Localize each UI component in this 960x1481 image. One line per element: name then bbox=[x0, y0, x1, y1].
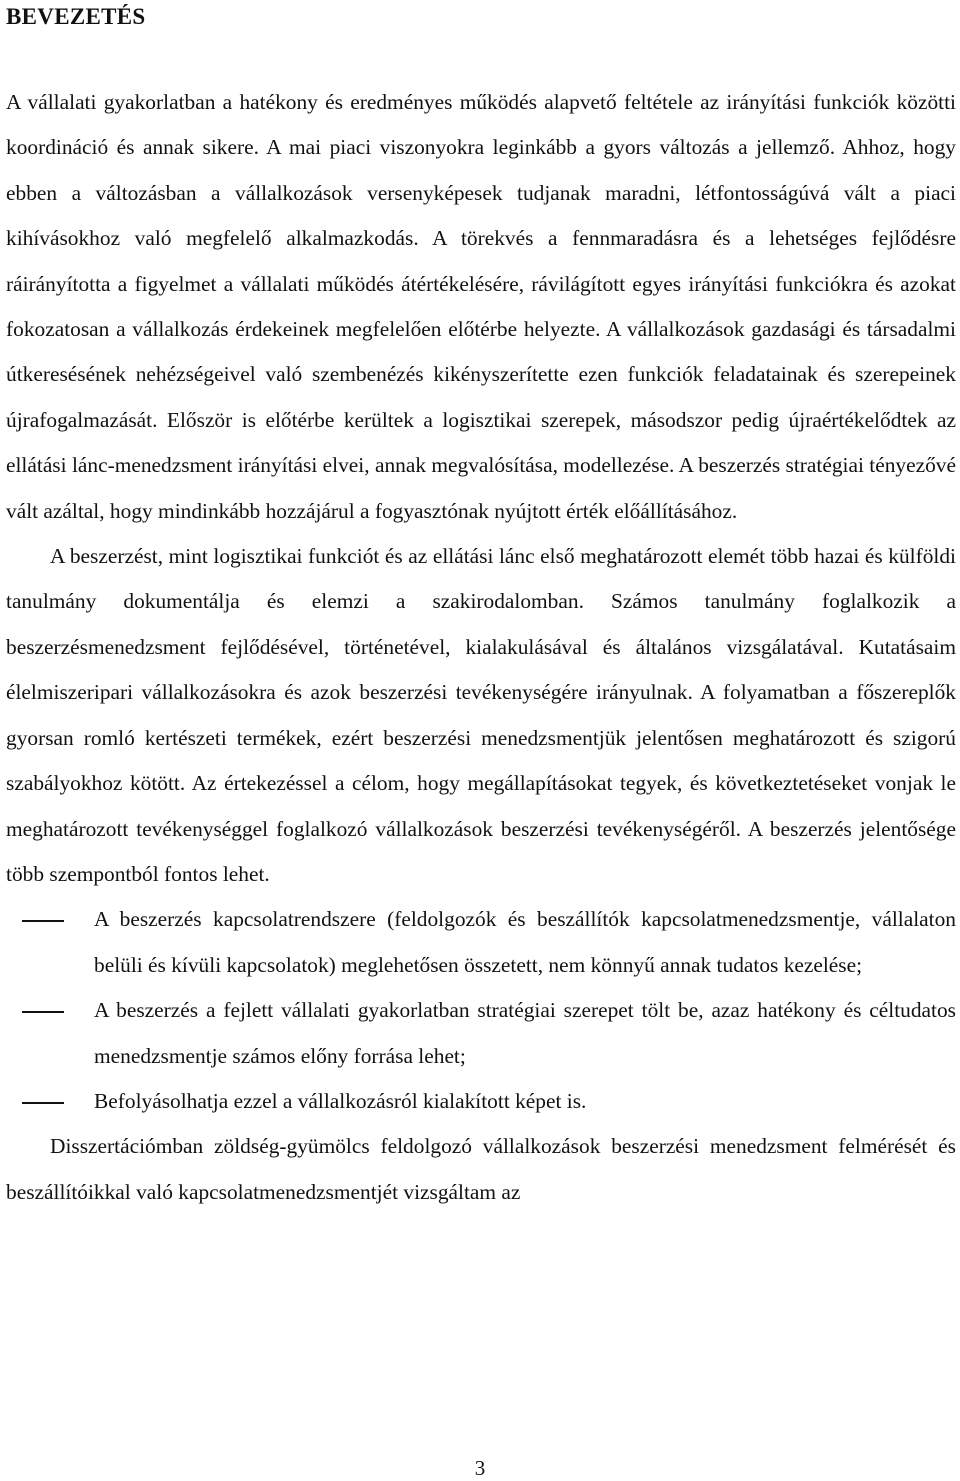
list-item-text: A beszerzés a fejlett vállalati gyakorlatban stratégiai szerepet tölt be, azaz hatékony és céltudatos menedzsmentje számos előny forrása lehet; bbox=[94, 998, 956, 1068]
paragraph-closing: Disszertációmban zöldség-gyümölcs feldolgozó vállalkozások beszerzési menedzsment felmérését és beszállítóikkal való kapcsolatmenedzsmentjét vizsgáltam az bbox=[6, 1134, 956, 1204]
bullet-list bbox=[6, 897, 956, 1124]
list-item bbox=[6, 897, 956, 988]
paragraph-intro: A vállalati gyakorlatban a hatékony és eredményes működés alapvető feltétele az irányítási funkciók közötti koordináció és annak sikere. A mai piaci viszonyokra leginkább a gyors változás a jellemző. Ahhoz, hogy ebben a változásban a vállalkozások versenyképesek tudjanak maradni, létfontosságúvá vált a piaci kihívásokhoz való megfelelő alkalmazkodás. A törekvés a fennmaradásra és a lehetséges fejlődésre ráirányította a figyelmet a vállalati működés átértékelésére, rávilágított egyes irányítási funkciókra és azokat fokozatosan a vállalkozás érdekeinek megfelelően előtérbe helyezte. A vállalkozások gazdasági és társadalmi útkeresésének nehézségeivel való szembenézés kikényszerítette ezen funkciók feladatainak és szerepeinek újrafogalmazását. Először is előtérbe kerültek a logisztikai szerepek, másodszor pedig újraértékelődtek az ellátási lánc-menedzsment irányítási elvei, annak megvalósítása, modellezése. A beszerzés stratégiai tényezővé vált azáltal, hogy mindinkább hozzájárul a fogyasztónak nyújtott érték előállításához. bbox=[6, 90, 956, 523]
body-text bbox=[6, 80, 956, 1215]
section-heading: BEVEZETÉS bbox=[6, 4, 146, 29]
list-item bbox=[6, 988, 956, 1079]
list-item-text: A beszerzés kapcsolatrendszere (feldolgozók és beszállítók kapcsolatmenedzsmentje, vállalaton belüli és kívüli kapcsolatok) meglehetősen összetett, nem könnyű annak tudatos kezelése; bbox=[94, 907, 956, 977]
list-item bbox=[6, 1079, 956, 1124]
page-number: 3 bbox=[474, 1456, 486, 1480]
paragraph-literature: A beszerzést, mint logisztikai funkciót és az ellátási lánc első meghatározott elemét több hazai és külföldi tanulmány dokumentálja és elemzi a szakirodalomban. Számos tanulmány foglalkozik a beszerzésmenedzsment fejlődésével, történetével, kialakulásával és általános vizsgálatával. Kutatásaim élelmiszeripari vállalkozásokra és azok beszerzési tevékenységére irányulnak. A folyamatban a főszereplők gyorsan romló kertészeti termékek, ezért beszerzési menedzsmentjük jelentősen meghatározott és szigorú szabályokhoz kötött. Az értekezéssel a célom, hogy megállapításokat tegyek, és következtetéseket vonjak le meghatározott tevékenységgel foglalkozó vállalkozások beszerzési tevékenységéről. A beszerzés jelentősége több szempontból fontos lehet. bbox=[6, 544, 956, 886]
list-item-text: Befolyásolhatja ezzel a vállalkozásról kialakított képet is. bbox=[94, 1088, 587, 1113]
